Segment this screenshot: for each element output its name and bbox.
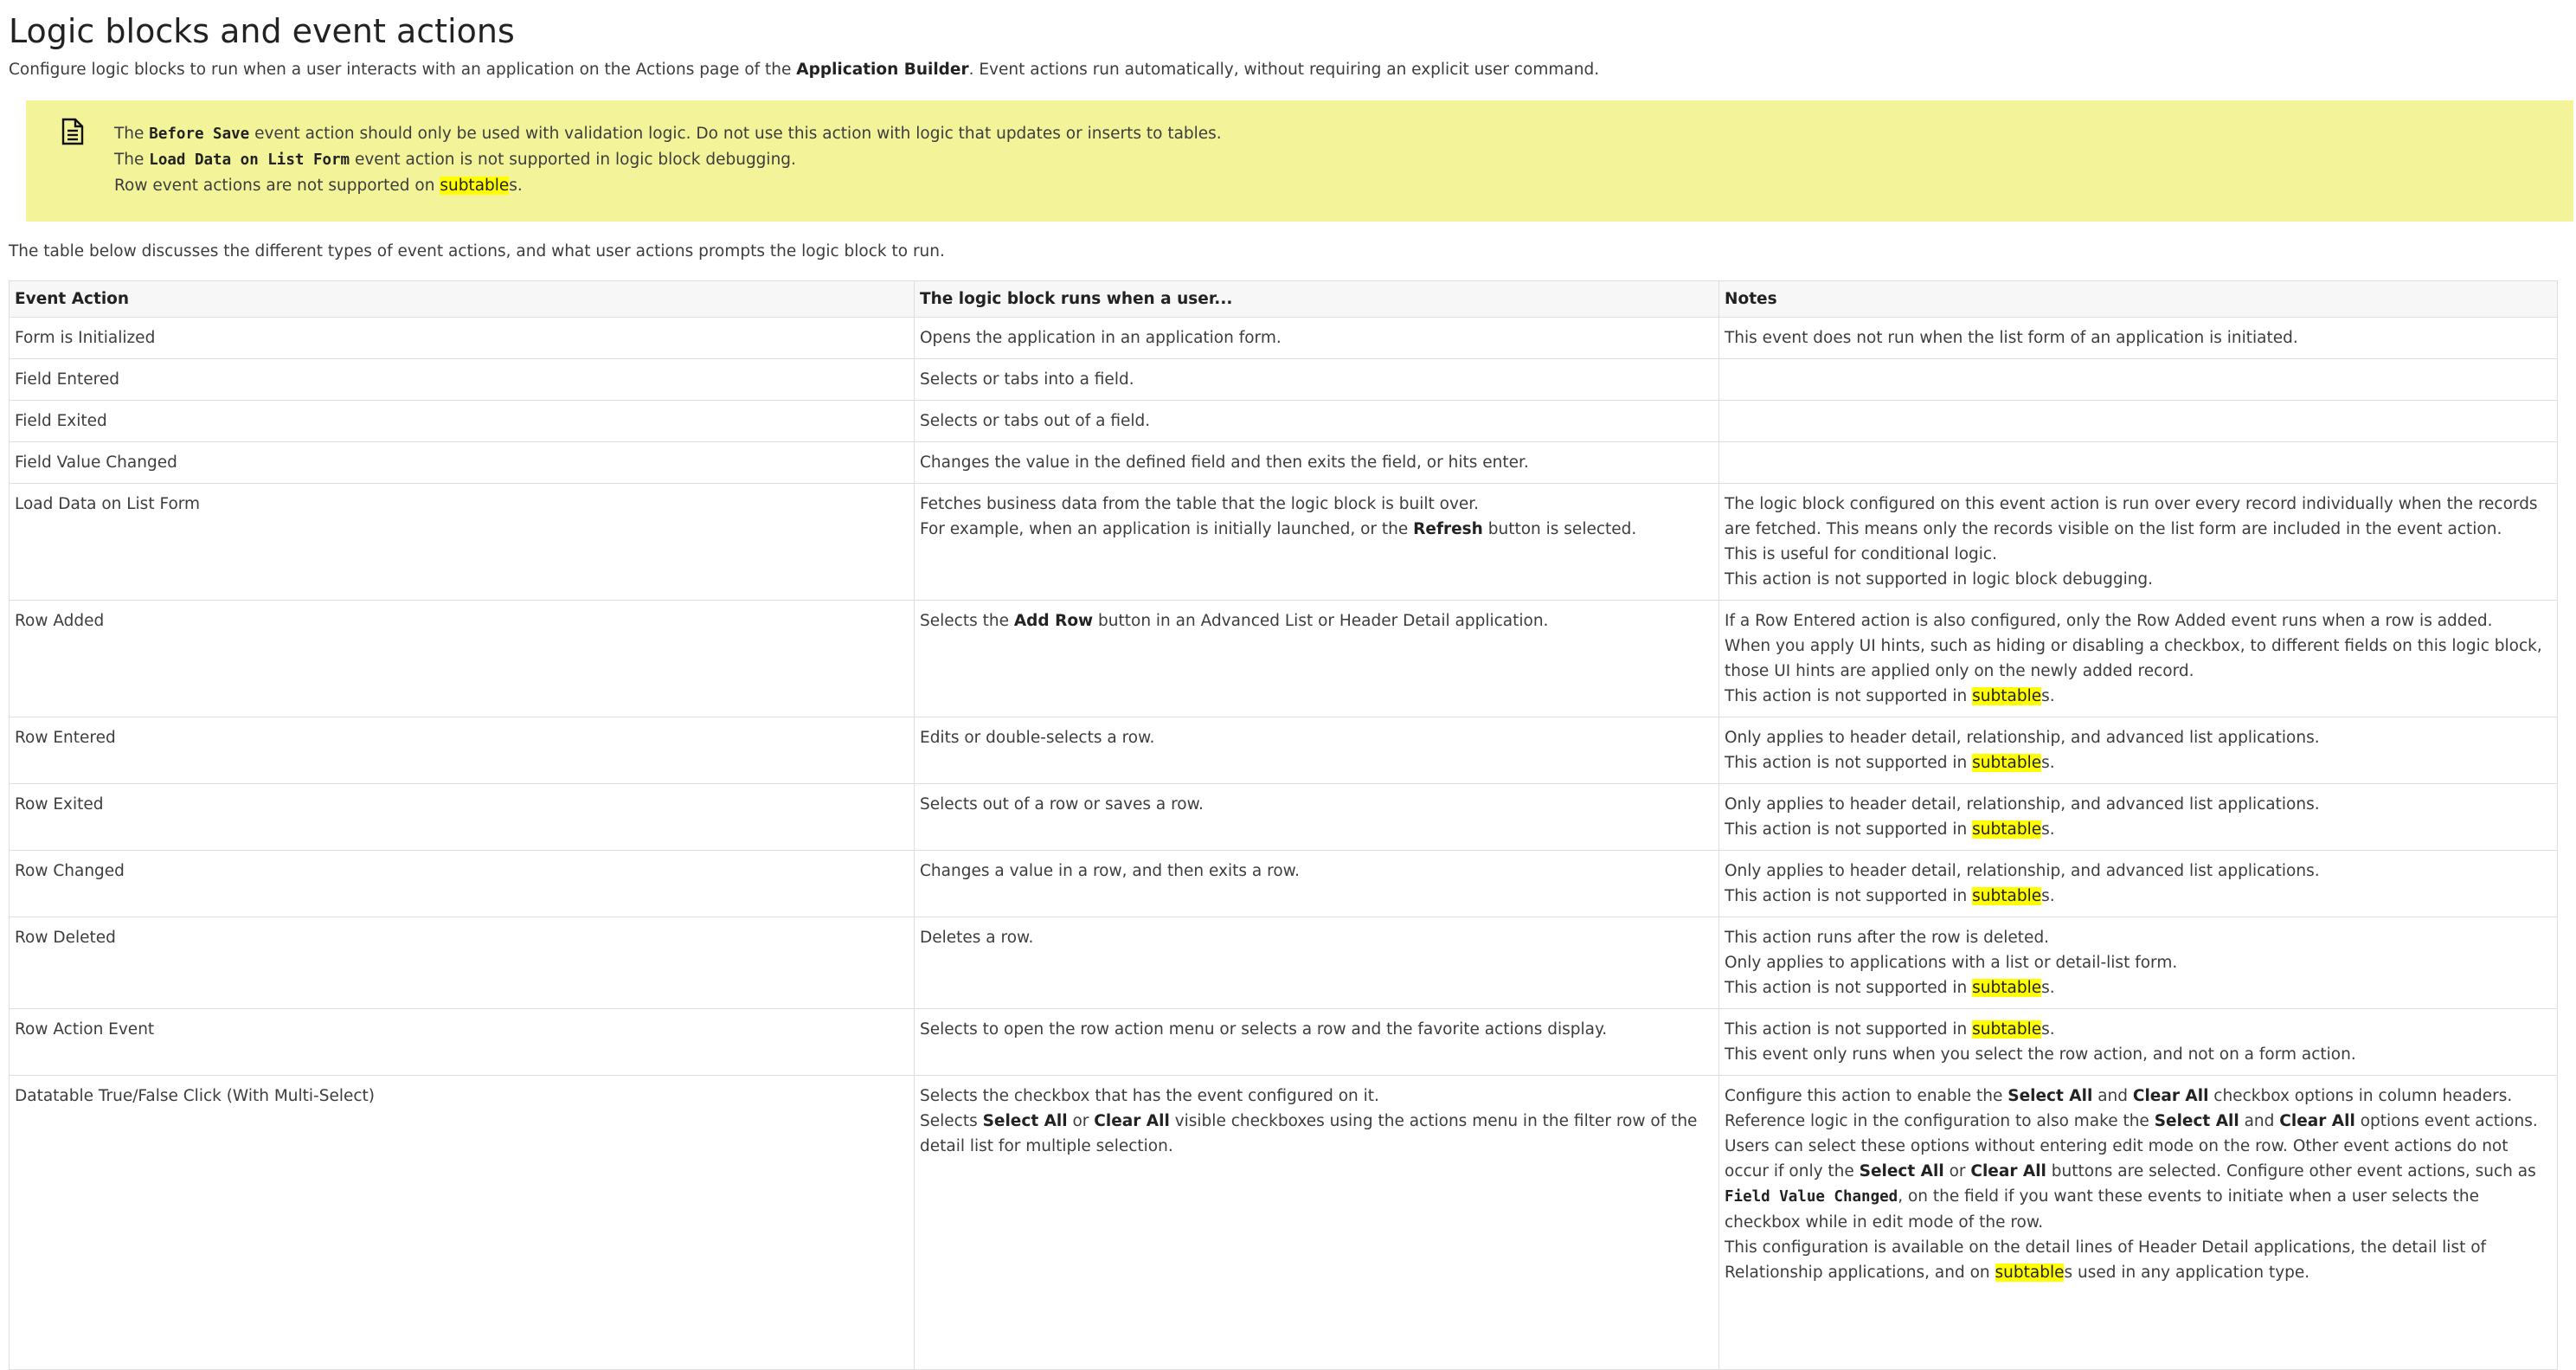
column-header-event-action: Event Action (10, 281, 915, 318)
search-highlight: subtable (1972, 820, 2042, 839)
notes-cell (1719, 401, 2558, 442)
when-cell: Selects or tabs into a field. (915, 359, 1719, 401)
search-highlight: subtable (1972, 887, 2042, 905)
column-header-logic-runs: The logic block runs when a user... (915, 281, 1719, 318)
table-lead-text: The table below discusses the different types of event actions, and what user actions prompts the logic block to run. (9, 242, 945, 260)
search-highlight: subtable (1972, 754, 2042, 772)
search-highlight: subtable (440, 177, 510, 195)
refresh-term: Refresh (1413, 520, 1483, 538)
event-action-cell: Row Entered (10, 717, 915, 784)
intro-text: Configure logic blocks to run when a user interacts with an application on the Actions page of the (9, 61, 797, 79)
notes-cell: Only applies to header detail, relationship, and advanced list applications. This action is not supported in subtables. (1719, 717, 2558, 784)
search-highlight: subtable (1972, 687, 2042, 705)
notes-cell: Configure this action to enable the Select All and Clear All checkbox options in column headers. Reference logic in the configuration to also make the Select All and Clear All options event actions. Users can select these options without entering edit mode on the row. Other event actions do not occur if only the Select All or Clear All buttons are selected. Configure other event actions, such as Field Value Changed, on the field if you want these events to initiate when a user selects the checkbox while in edit mode of the row. This configuration is available on the detail lines of Header Detail applications, the detail list of Relationship applications, and on subtables used in any application type. (1719, 1076, 2558, 1370)
when-cell: Fetches business data from the table that the logic block is built over. For example, when an application is initially launched, or the Refresh button is selected. (915, 484, 1719, 601)
when-cell: Selects the checkbox that has the event configured on it. Selects Select All or Clear All visible checkboxes using the actions menu in the filter row of the detail list for multiple selection. (915, 1076, 1719, 1370)
application-builder-term: Application Builder (796, 61, 969, 79)
table-row (10, 601, 2558, 717)
when-cell: Changes the value in the defined field and then exits the field, or hits enter. (915, 442, 1719, 484)
notes-cell: This action is not supported in subtables. This event only runs when you select the row action, and not on a form action. (1719, 1009, 2558, 1076)
when-cell: Deletes a row. (915, 917, 1719, 1009)
table-row (10, 917, 2558, 1009)
notes-cell: This action runs after the row is deleted. Only applies to applications with a list or detail-list form. This action is not supported in subtables. (1719, 917, 2558, 1009)
table-row (10, 318, 2558, 359)
event-action-cell: Field Entered (10, 359, 915, 401)
note-line: The Before Save event action should only be used with validation logic. Do not use this action with logic that updates or inserts to tables. (114, 125, 1222, 143)
notes-cell: If a Row Entered action is also configured, only the Row Added event runs when a row is added. When you apply UI hints, such as hiding or disabling a checkbox, to different fields on this logic block, those UI hints are applied only on the newly added record. This action is not supported in subtables. (1719, 601, 2558, 717)
when-cell: Selects to open the row action menu or selects a row and the favorite actions display. (915, 1009, 1719, 1076)
field-value-changed-code: Field Value Changed (1725, 1188, 1898, 1206)
note-line: The Load Data on List Form event action is not supported in logic block debugging. (114, 151, 796, 169)
event-actions-table (9, 280, 2558, 1370)
when-cell: Opens the application in an application form. (915, 318, 1719, 359)
intro-paragraph (9, 59, 2567, 81)
notes-cell (1719, 442, 2558, 484)
event-action-cell: Datatable True/False Click (With Multi-Select) (10, 1076, 915, 1370)
event-action-cell: Field Exited (10, 401, 915, 442)
notes-cell: This event does not run when the list form of an application is initiated. (1719, 318, 2558, 359)
event-action-cell: Row Changed (10, 851, 915, 917)
table-row (10, 484, 2558, 601)
when-cell: Changes a value in a row, and then exits a row. (915, 851, 1719, 917)
table-header-row (10, 281, 2558, 318)
event-action-cell: Form is Initialized (10, 318, 915, 359)
intro-text-end: . Event actions run automatically, without requiring an explicit user command. (968, 61, 1600, 79)
notes-cell: Only applies to header detail, relationship, and advanced list applications. This action is not supported in subtables. (1719, 784, 2558, 851)
search-highlight: subtable (1972, 1020, 2042, 1039)
when-cell: Selects the Add Row button in an Advanced List or Header Detail application. (915, 601, 1719, 717)
when-cell: Selects or tabs out of a field. (915, 401, 1719, 442)
search-highlight: subtable (1995, 1264, 2065, 1282)
column-header-notes: Notes (1719, 281, 2558, 318)
note-line: Row event actions are not supported on subtables. (114, 177, 523, 195)
table-row (10, 401, 2558, 442)
notes-cell (1719, 359, 2558, 401)
when-cell: Edits or double-selects a row. (915, 717, 1719, 784)
event-action-cell: Row Deleted (10, 917, 915, 1009)
table-row (10, 359, 2558, 401)
table-row (10, 1009, 2558, 1076)
notes-cell: Only applies to header detail, relationship, and advanced list applications. This action is not supported in subtables. (1719, 851, 2558, 917)
before-save-code: Before Save (149, 125, 250, 143)
event-action-cell: Row Action Event (10, 1009, 915, 1076)
table-row (10, 851, 2558, 917)
table-row (10, 717, 2558, 784)
event-action-cell: Row Exited (10, 784, 915, 851)
table-row (10, 1076, 2558, 1370)
notes-cell: The logic block configured on this event action is run over every record individually when the records are fetched. This means only the records visible on the list form are included in the event action. This is useful for conditional logic. This action is not supported in logic block debugging. (1719, 484, 2558, 601)
add-row-term: Add Row (1013, 612, 1094, 630)
table-row (10, 784, 2558, 851)
document-note-icon (61, 118, 85, 145)
event-action-cell: Load Data on List Form (10, 484, 915, 601)
load-data-code: Load Data on List Form (149, 151, 350, 169)
note-callout (26, 100, 2573, 222)
table-row (10, 442, 2558, 484)
event-action-cell: Row Added (10, 601, 915, 717)
page-title: Logic blocks and event actions (9, 12, 515, 50)
when-cell: Selects out of a row or saves a row. (915, 784, 1719, 851)
event-action-cell: Field Value Changed (10, 442, 915, 484)
search-highlight: subtable (1972, 979, 2042, 997)
